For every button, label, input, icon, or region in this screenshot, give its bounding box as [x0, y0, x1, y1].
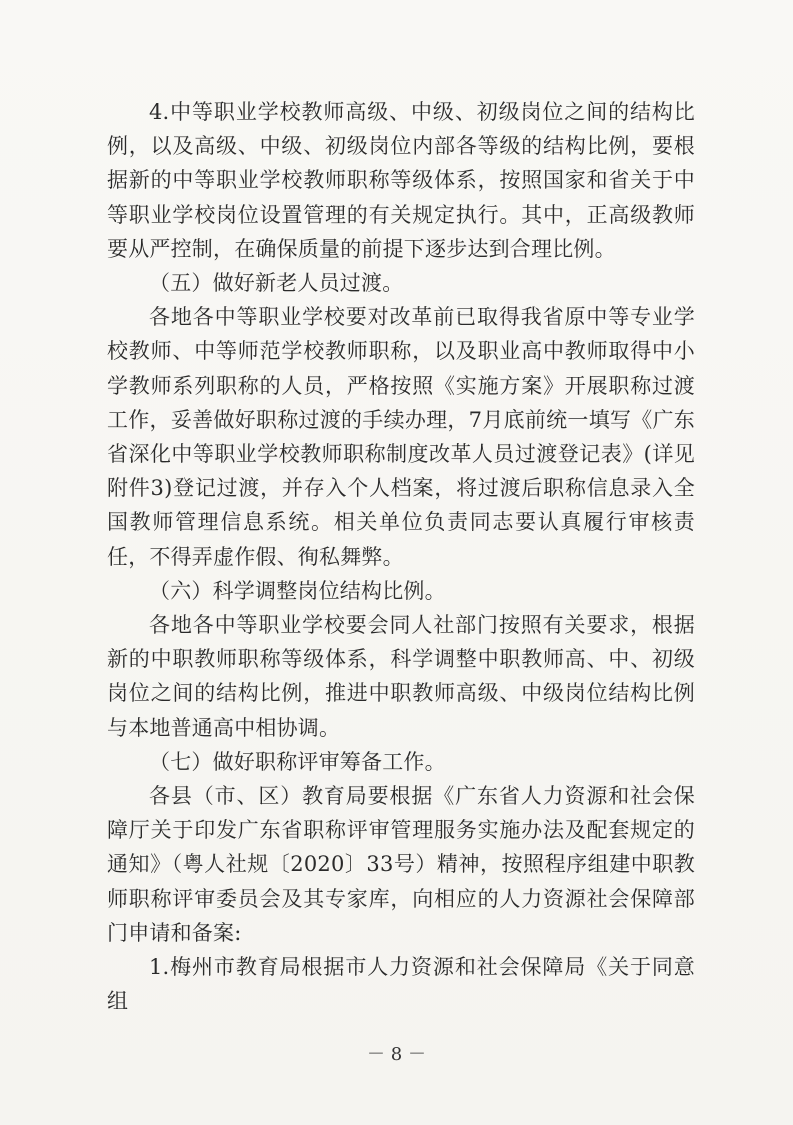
paragraph-transition: 各地各中等职业学校要对改革前已取得我省原中等专业学校教师、中等师范学校教师职称，以及职业高中教师取得中小学教师系列职称的人员，严格按照《实施方案》开展职称过渡工作，妥善做好职称过渡的手续办理，7月底前统一填写《广东省深化中等职业学校教师职称制度改革人员过渡登记表》(详见附件3)登记过渡，并存入个人档案，将过渡后职称信息录入全国教师管理信息系统。相关单位负责同志要认真履行审核责任，不得弄虚作假、徇私舞弊。 — [107, 305, 695, 569]
paragraph-structure-ratio: 4.中等职业学校教师高级、中级、初级岗位之间的结构比例，以及高级、中级、初级岗位内部各等级的结构比例，要根据新的中等职业学校教师职称等级体系，按照国家和省关于中等职业学校岗位设置管理的有关规定执行。其中，正高级教师要从严控制，在确保质量的前提下逐步达到合理比例。 — [107, 100, 695, 261]
page-number: － 8 － — [367, 1044, 426, 1065]
paragraph-post-structure: 各地各中等职业学校要会同人社部门按照有关要求，根据新的中职教师职称等级体系，科学调整中职教师高、中、初级岗位之间的结构比例，推进中职教师高级、中级岗位结构比例与本地普通高中相协调。 — [107, 613, 695, 740]
heading-post-structure: （六）科学调整岗位结构比例。 — [149, 578, 446, 603]
paragraph-meizhou: 1.梅州市教育局根据市人力资源和社会保障局《关于同意组 — [107, 955, 695, 1014]
document-body — [107, 95, 695, 1018]
heading-review-preparation: （七）做好职称评审筹备工作。 — [149, 749, 446, 774]
paragraph-review-preparation: 各县（市、区）教育局要根据《广东省人力资源和社会保障厅关于印发广东省职称评审管理服务实施办法及配套规定的通知》（粤人社规〔2020〕33号）精神，按照程序组建中职教师职称评审委员会及其专家库，向相应的人力资源社会保障部门申请和备案: — [107, 784, 695, 945]
heading-transition: （五）做好新老人员过渡。 — [149, 271, 404, 296]
